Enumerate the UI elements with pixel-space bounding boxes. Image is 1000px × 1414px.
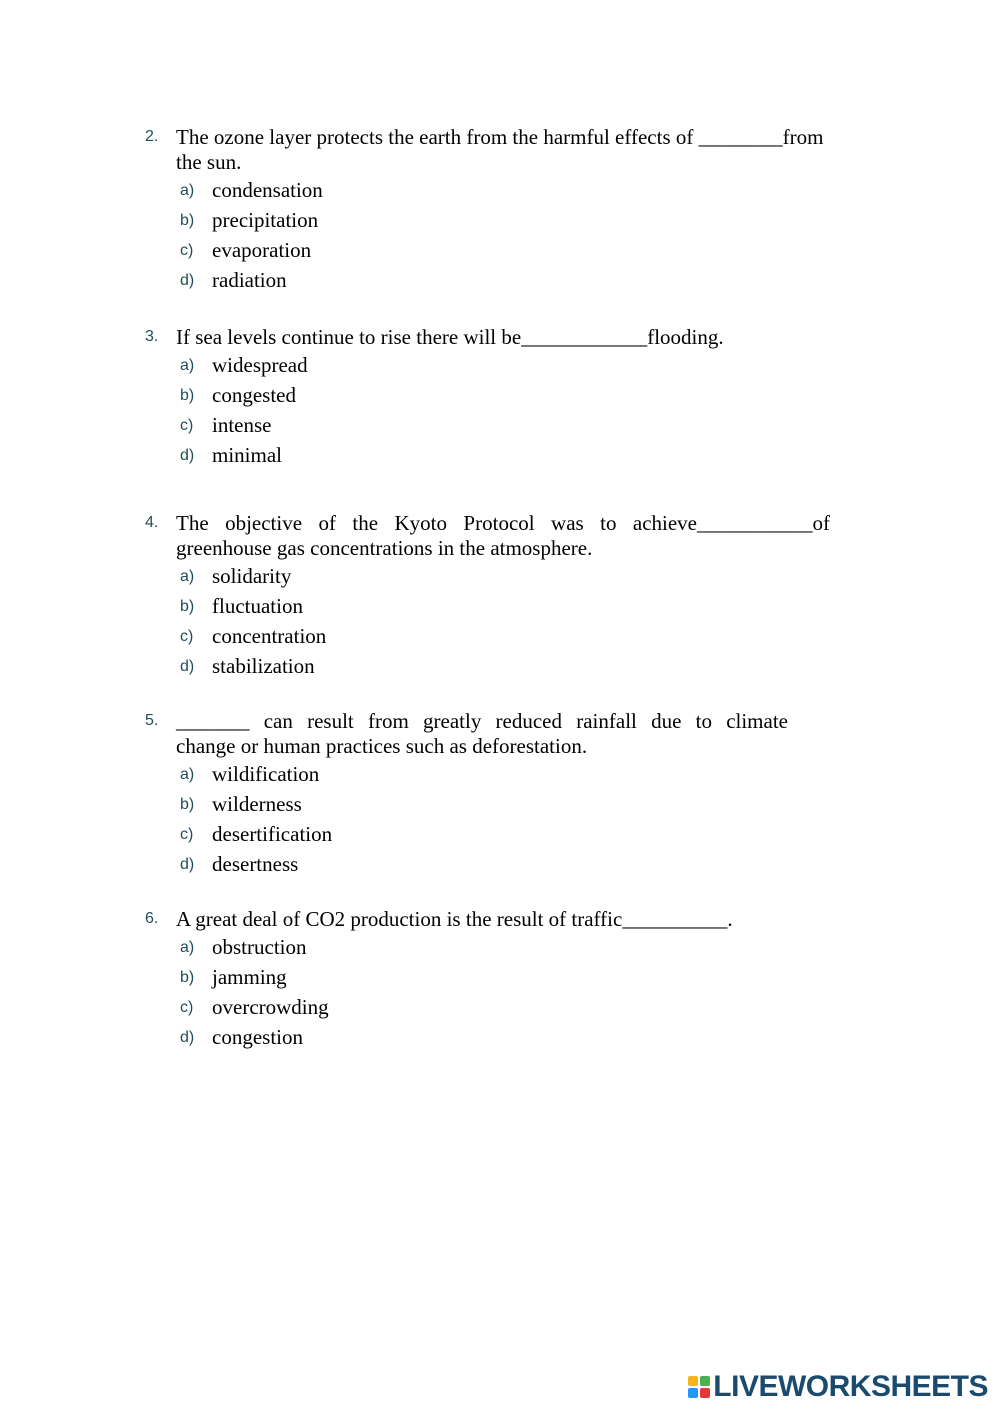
- question-text-line-1: _______ can result from greatly reduced rainfall due to climate: [176, 709, 788, 733]
- question-text-line-2: greenhouse gas concentrations in the atmosphere.: [176, 536, 593, 560]
- option-letter: a): [180, 766, 195, 783]
- question-number: 3.: [145, 328, 159, 345]
- option-b[interactable]: [180, 594, 830, 624]
- option-text: intense: [212, 413, 272, 437]
- option-text: solidarity: [212, 564, 292, 588]
- logo-square-blue: [688, 1388, 698, 1398]
- option-a[interactable]: [180, 564, 830, 594]
- logo-square-green: [700, 1376, 710, 1386]
- question-number: 2.: [145, 128, 159, 145]
- option-letter: c): [180, 242, 194, 259]
- option-letter: d): [180, 658, 195, 675]
- question-text-line-1: A great deal of CO2 production is the result of traffic__________.: [176, 907, 733, 931]
- option-text: precipitation: [212, 208, 319, 232]
- question-number: 4.: [145, 514, 159, 531]
- question-6: [140, 907, 880, 1055]
- option-letter: a): [180, 182, 195, 199]
- option-b[interactable]: [180, 792, 788, 822]
- option-letter: b): [180, 212, 195, 229]
- option-letter: a): [180, 568, 195, 585]
- question-text-line-1: The ozone layer protects the earth from the harmful effects of ________from: [176, 125, 824, 149]
- question-text-line-2: change or human practices such as deforestation.: [176, 734, 588, 758]
- option-text: wildification: [212, 762, 320, 786]
- option-letter: b): [180, 796, 195, 813]
- option-text: overcrowding: [212, 995, 329, 1019]
- option-letter: c): [180, 999, 194, 1016]
- option-text: desertification: [212, 822, 333, 846]
- option-d[interactable]: [180, 852, 788, 882]
- question-5: [140, 709, 788, 882]
- option-text: radiation: [212, 268, 287, 292]
- option-a[interactable]: [180, 353, 880, 383]
- option-letter: b): [180, 969, 195, 986]
- option-list: [140, 762, 788, 882]
- brand-name: LIVEWORKSHEETS: [713, 1370, 988, 1403]
- option-c[interactable]: [180, 238, 880, 268]
- question-text: [176, 907, 880, 932]
- option-d[interactable]: [180, 443, 880, 473]
- option-text: fluctuation: [212, 594, 303, 618]
- option-c[interactable]: [180, 624, 830, 654]
- option-text: congested: [212, 383, 296, 407]
- option-letter: c): [180, 417, 194, 434]
- liveworksheets-brand: [688, 1370, 988, 1404]
- question-number: 6.: [145, 910, 159, 927]
- question-text-line-2: the sun.: [176, 150, 242, 174]
- option-text: congestion: [212, 1025, 303, 1049]
- option-b[interactable]: [180, 383, 880, 413]
- logo-square-yellow: [688, 1376, 698, 1386]
- option-letter: c): [180, 628, 194, 645]
- option-letter: d): [180, 272, 195, 289]
- option-d[interactable]: [180, 1025, 880, 1055]
- option-text: minimal: [212, 443, 282, 467]
- question-text: [176, 125, 880, 175]
- question-text: [176, 511, 830, 561]
- option-letter: d): [180, 447, 195, 464]
- option-list: [140, 564, 830, 684]
- option-d[interactable]: [180, 268, 880, 298]
- option-text: jamming: [212, 965, 287, 989]
- option-text: wilderness: [212, 792, 302, 816]
- question-2: [140, 125, 880, 298]
- option-letter: a): [180, 939, 195, 956]
- question-3: [140, 325, 880, 473]
- option-letter: d): [180, 856, 195, 873]
- option-text: obstruction: [212, 935, 307, 959]
- option-text: condensation: [212, 178, 323, 202]
- option-c[interactable]: [180, 413, 880, 443]
- option-list: [140, 935, 880, 1055]
- option-text: widespread: [212, 353, 308, 377]
- option-c[interactable]: [180, 995, 880, 1025]
- option-text: concentration: [212, 624, 327, 648]
- option-d[interactable]: [180, 654, 830, 684]
- option-letter: a): [180, 357, 195, 374]
- option-letter: b): [180, 387, 195, 404]
- logo-square-red: [700, 1388, 710, 1398]
- option-a[interactable]: [180, 178, 880, 208]
- option-letter: d): [180, 1029, 195, 1046]
- option-letter: b): [180, 598, 195, 615]
- option-list: [140, 353, 880, 473]
- option-text: evaporation: [212, 238, 312, 262]
- option-text: stabilization: [212, 654, 315, 678]
- option-c[interactable]: [180, 822, 788, 852]
- question-4: [140, 511, 830, 684]
- option-b[interactable]: [180, 965, 880, 995]
- question-text-line-1: The objective of the Kyoto Protocol was to achieve___________of: [176, 511, 830, 535]
- option-list: [140, 178, 880, 298]
- option-letter: c): [180, 826, 194, 843]
- question-text-line-1: If sea levels continue to rise there will be____________flooding.: [176, 325, 724, 349]
- question-text: [176, 325, 880, 350]
- option-b[interactable]: [180, 208, 880, 238]
- option-a[interactable]: [180, 762, 788, 792]
- liveworksheets-logo-icon: [688, 1376, 710, 1398]
- option-text: desertness: [212, 852, 299, 876]
- question-text: [176, 709, 788, 759]
- question-number: 5.: [145, 712, 159, 729]
- option-a[interactable]: [180, 935, 880, 965]
